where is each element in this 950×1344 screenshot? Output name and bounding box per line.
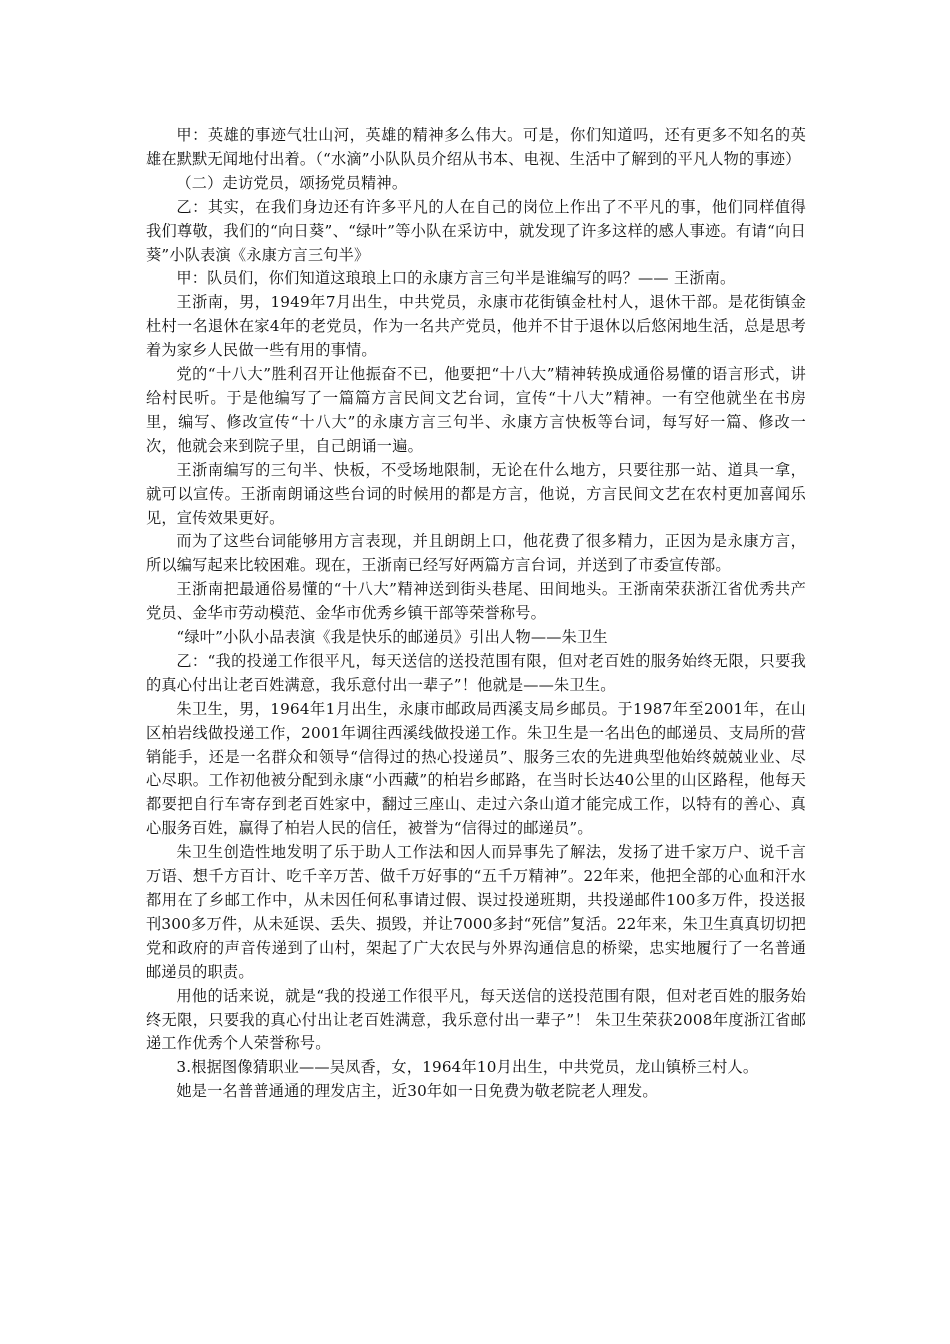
paragraph-five-thousand-spirit: 朱卫生创造性地发明了乐于助人工作法和因人而异事先了解法，发扬了进千家万户、说千言万语、想千方百计、吃千辛万苦、做千万好事的“五千万精神”。22年来，他把全部的心血和汗水都用在了乡邮工作中，从未因任何私事请过假、误过投递班期，共投递邮件100多万件，投送报刊300多万件，从未延误、丢失、损毁，并让7000多封“死信”复活。22年来，朱卫生真真切切把党和政府的声音传递到了山村，架起了广大农民与外界沟通信息的桥梁，忠实地履行了一名普通邮递员的职责。 <box>146 843 806 981</box>
paragraph-dialect-effort: 而为了这些台词能够用方言表现，并且朗朗上口，他花费了很多精力，正因为是永康方言，所以编写起来比较困难。现在，王浙南已经写好两篇方言台词，并送到了市委宣传部。 <box>146 532 806 575</box>
paragraph-postman-quote: 乙：“我的投递工作很平凡，每天送信的送投范围有限，但对老百姓的服务始终无限，只要我的真心付出让老百姓满意，我乐意付出一辈子”！他就是——朱卫生。 <box>146 651 806 694</box>
document-page <box>146 124 806 1104</box>
paragraph-barber: 她是一名普普通通的理发店主，近30年如一日免费为敬老院老人理发。 <box>176 1082 658 1101</box>
paragraph-intro-heroes: 甲：英雄的事迹气壮山河，英雄的精神多么伟大。可是，你们知道吗，还有更多不知名的英雄在默默无闻地付出着。（“水滴”小队队员介绍从书本、电视、生活中了解到的平凡人物的事迹） <box>146 126 806 168</box>
paragraph-zhu-weisheng-honors: 用他的话来说，就是“我的投递工作很平凡，每天送信的送投范围有限，但对老百姓的服务始终无限，只要我的真心付出让老百姓满意，我乐意付出一辈子”！ 朱卫生荣获2008年度浙江省邮递工作优秀个人荣誉称号。 <box>146 986 806 1053</box>
paragraph-wang-zhenan-honors: 王浙南把最通俗易懂的“十八大”精神送到街头巷尾、田间地头。王浙南荣获浙江省优秀共产党员、金华市劳动模范、金华市优秀乡镇干部等荣誉称号。 <box>146 580 806 623</box>
paragraph-eighteenth-congress: 党的“十八大”胜利召开让他振奋不已，他要把“十八大”精神转换成通俗易懂的语言形式，讲给村民听。于是他编写了一篇篇方言民间文艺台词，宣传“十八大”精神。一有空他就坐在书房里，编写、修改宣传“十八大”的永康方言三句半、永康方言快板等台词，每写好一篇、修改一次，他就会来到院子里，自己朗诵一遍。 <box>146 365 806 455</box>
paragraph-sanjuban-kuaiban: 王浙南编写的三句半、快板，不受场地限制，无论在什么地方，只要往那一站、道具一拿，就可以宣传。王浙南朗诵这些台词的时候用的都是方言，他说，方言民间文艺在农村更加喜闻乐见，宣传效果更好。 <box>146 460 806 527</box>
section-heading-visit-party-members: （二）走访党员，颂扬党员精神。 <box>176 173 408 192</box>
paragraph-green-leaf-skit: “绿叶”小队小品表演《我是快乐的邮递员》引出人物——朱卫生 <box>176 628 608 647</box>
paragraph-wang-zhenan-profile: 王浙南，男，1949年7月出生，中共党员，永康市花街镇金杜村人，退休干部。是花街镇金杜村一名退休在家4年的老党员，作为一名共产党员，他并不甘于退休以后悠闲地生活，总是思考着为家乡人民做一些有用的事情。 <box>146 293 806 360</box>
paragraph-zhu-weisheng-profile: 朱卫生，男，1964年1月出生，永康市邮政局西溪支局乡邮员。于1987年至2001年，在山区柏岩线做投递工作，2001年调往西溪线做投递工作。朱卫生是一名出色的邮递员、支局所的营销能手，还是一名群众和领导“信得过的热心投递员”、服务三农的先进典型他始终兢兢业业、尽心尽职。工作初他被分配到永康“小西藏”的柏岩乡邮路，在当时长达40公里的山区路程，他每天都要把自行车寄存到老百姓家中，翻过三座山、走过六条山道才能完成工作，以特有的善心、真心服务百姓，赢得了柏岩人民的信任，被誉为“信得过的邮递员”。 <box>146 699 806 838</box>
paragraph-sunflower-team: 乙：其实，在我们身边还有许多平凡的人在自己的岗位上作出了不平凡的事，他们同样值得我们尊敬，我们的“向日葵”、“绿叶”等小队在采访中，就发现了许多这样的感人事迹。有请“向日葵”小队表演《永康方言三句半》 <box>146 197 806 264</box>
paragraph-guess-profession: 3.根据图像猜职业——吴凤香，女，1964年10月出生，中共党员，龙山镇桥三村人。 <box>176 1058 759 1077</box>
paragraph-question-author: 甲：队员们，你们知道这琅琅上口的永康方言三句半是谁编写的吗？—— 王浙南。 <box>176 269 736 288</box>
